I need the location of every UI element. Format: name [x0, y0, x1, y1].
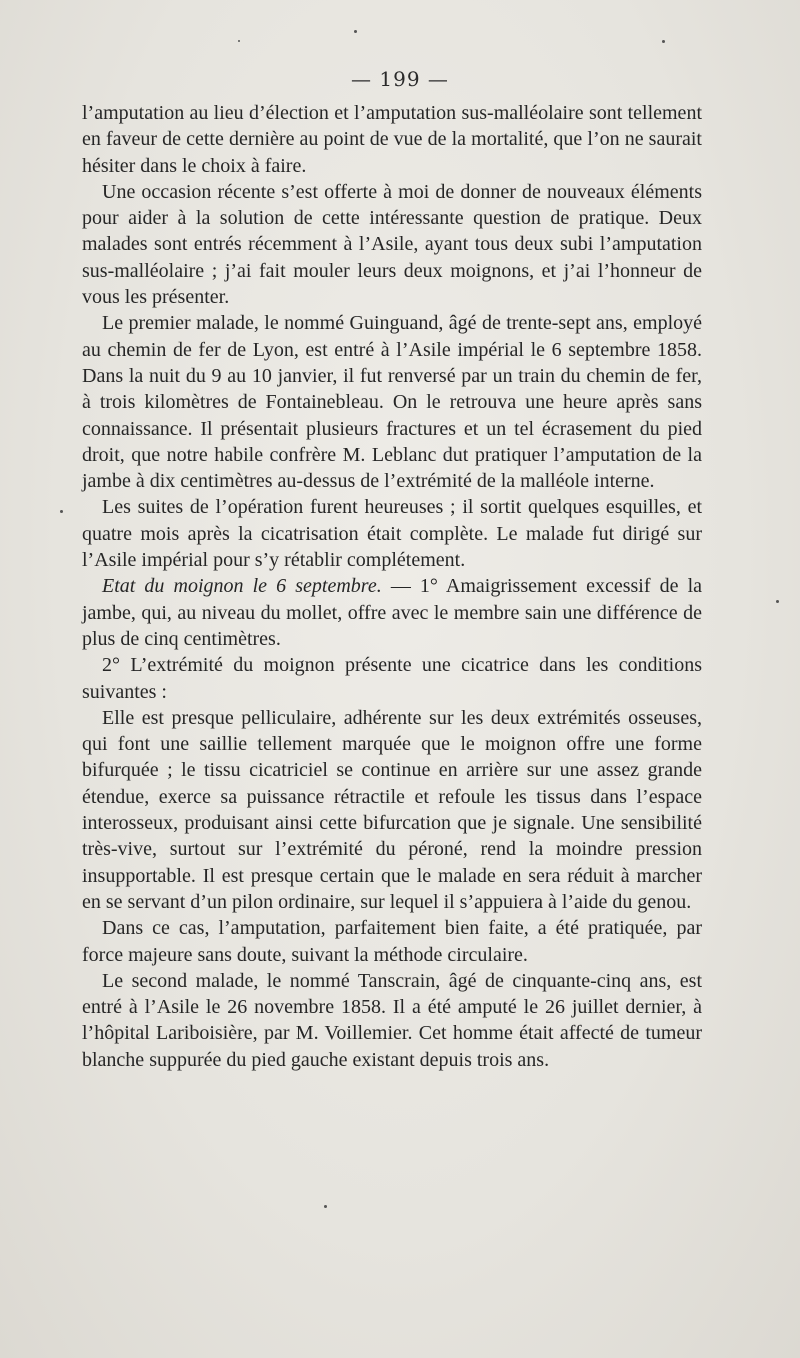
- paragraph-text: Dans ce cas, l’amputation, parfaitement bien faite, a été pratiquée, par force majeure sans doute, suivant la méthode circulaire.: [82, 917, 702, 966]
- paragraph-text: Le premier malade, le nommé Guinguand, âgé de trente-sept ans, employé au chemin de fer de Lyon, est entré à l’Asile impérial le 6 septembre 1858. Dans la nuit du 9 au 10 janvier, il fut renversé par un train du chemin de fer, à trois kilomètres de Fontainebleau. On le retrouva une heure après sans connaissance. Il présentait plusieurs fractures et un tel écrasement du pied droit, que notre habile confrère M. Leblanc dut pratiquer l’amputation de la jambe à dix centimètres au-dessus de l’extrémité de la malléole interne.: [82, 312, 702, 493]
- paragraph: [82, 705, 702, 915]
- scan-speck: [662, 40, 665, 43]
- paragraph-text: Elle est presque pelliculaire, adhérente sur les deux extrémités osseuses, qui font une saillie tellement marquée que le moignon offre une forme bifurquée ; le tissu cicatriciel se continue en arrière sur une assez grande étendue, exerce sa puissance rétractile et refoule les tissus dans l’espace interosseux, produisant ainsi cette bifurcation que je signale. Une sensibilité très-vive, surtout sur l’extrémité du péroné, rend la moindre pression insupportable. Il est presque certain que le malade en sera réduit à marcher en se servant d’un pilon ordinaire, sur lequel il s’appuiera à l’aide du genou.: [82, 706, 702, 913]
- paragraph: [82, 100, 702, 179]
- paragraph-text: Le second malade, le nommé Tanscrain, âgé de cinquante-cinq ans, est entré à l’Asile le 26 novembre 1858. Il a été amputé le 26 juillet dernier, à l’hôpital Lariboisière, par M. Voillemier. Cet homme était affecté de tumeur blanche suppurée du pied gauche existant depuis trois ans.: [82, 969, 702, 1071]
- paragraph-text: — 1° Amaigrissement excessif de la jambe, qui, au niveau du mollet, offre avec le membre sain une différence de plus de cinq centimètres.: [82, 575, 703, 650]
- paragraph: [82, 310, 702, 494]
- paragraph: [82, 968, 702, 1073]
- paragraph: [82, 652, 702, 705]
- scan-speck: [776, 600, 779, 603]
- paragraph-text: Une occasion récente s’est offerte à moi de donner de nouveaux éléments pour aider à la solution de cette intéressante question de pratique. Deux malades sont entrés récemment à l’Asile, ayant tous deux subi l’amputation sus-malléolaire ; j’ai fait mouler leurs deux moignons, et j’ai l’honneur de vous les présenter.: [82, 180, 702, 309]
- page-number: — 199 —: [351, 67, 449, 91]
- scan-speck: [324, 1205, 327, 1208]
- paragraph: [82, 915, 702, 968]
- paragraph-text: l’amputation au lieu d’élection et l’amputation sus-malléolaire sont tellement en faveur de cette dernière au point de vue de la mortalité, que l’on ne saurait hésiter dans le choix à faire.: [82, 102, 702, 177]
- scan-speck: [60, 510, 63, 513]
- body-text: [82, 100, 702, 1073]
- paragraph-text: Les suites de l’opération furent heureuses ; il sortit quelques esquilles, et quatre mois après la cicatrisation était complète. Le malade fut dirigé sur l’Asile impérial pour s’y rétablir complétement.: [82, 496, 702, 572]
- scan-speck: [238, 40, 240, 42]
- paragraph-text: 2° L’extrémité du moignon présente une cicatrice dans les conditions suivantes :: [82, 654, 702, 703]
- paragraph: [82, 494, 702, 573]
- paragraph: [82, 179, 702, 310]
- paragraph-italic-lead: Etat du moignon le 6 septembre.: [102, 575, 382, 598]
- scan-speck: [354, 30, 357, 33]
- paragraph: [82, 573, 702, 652]
